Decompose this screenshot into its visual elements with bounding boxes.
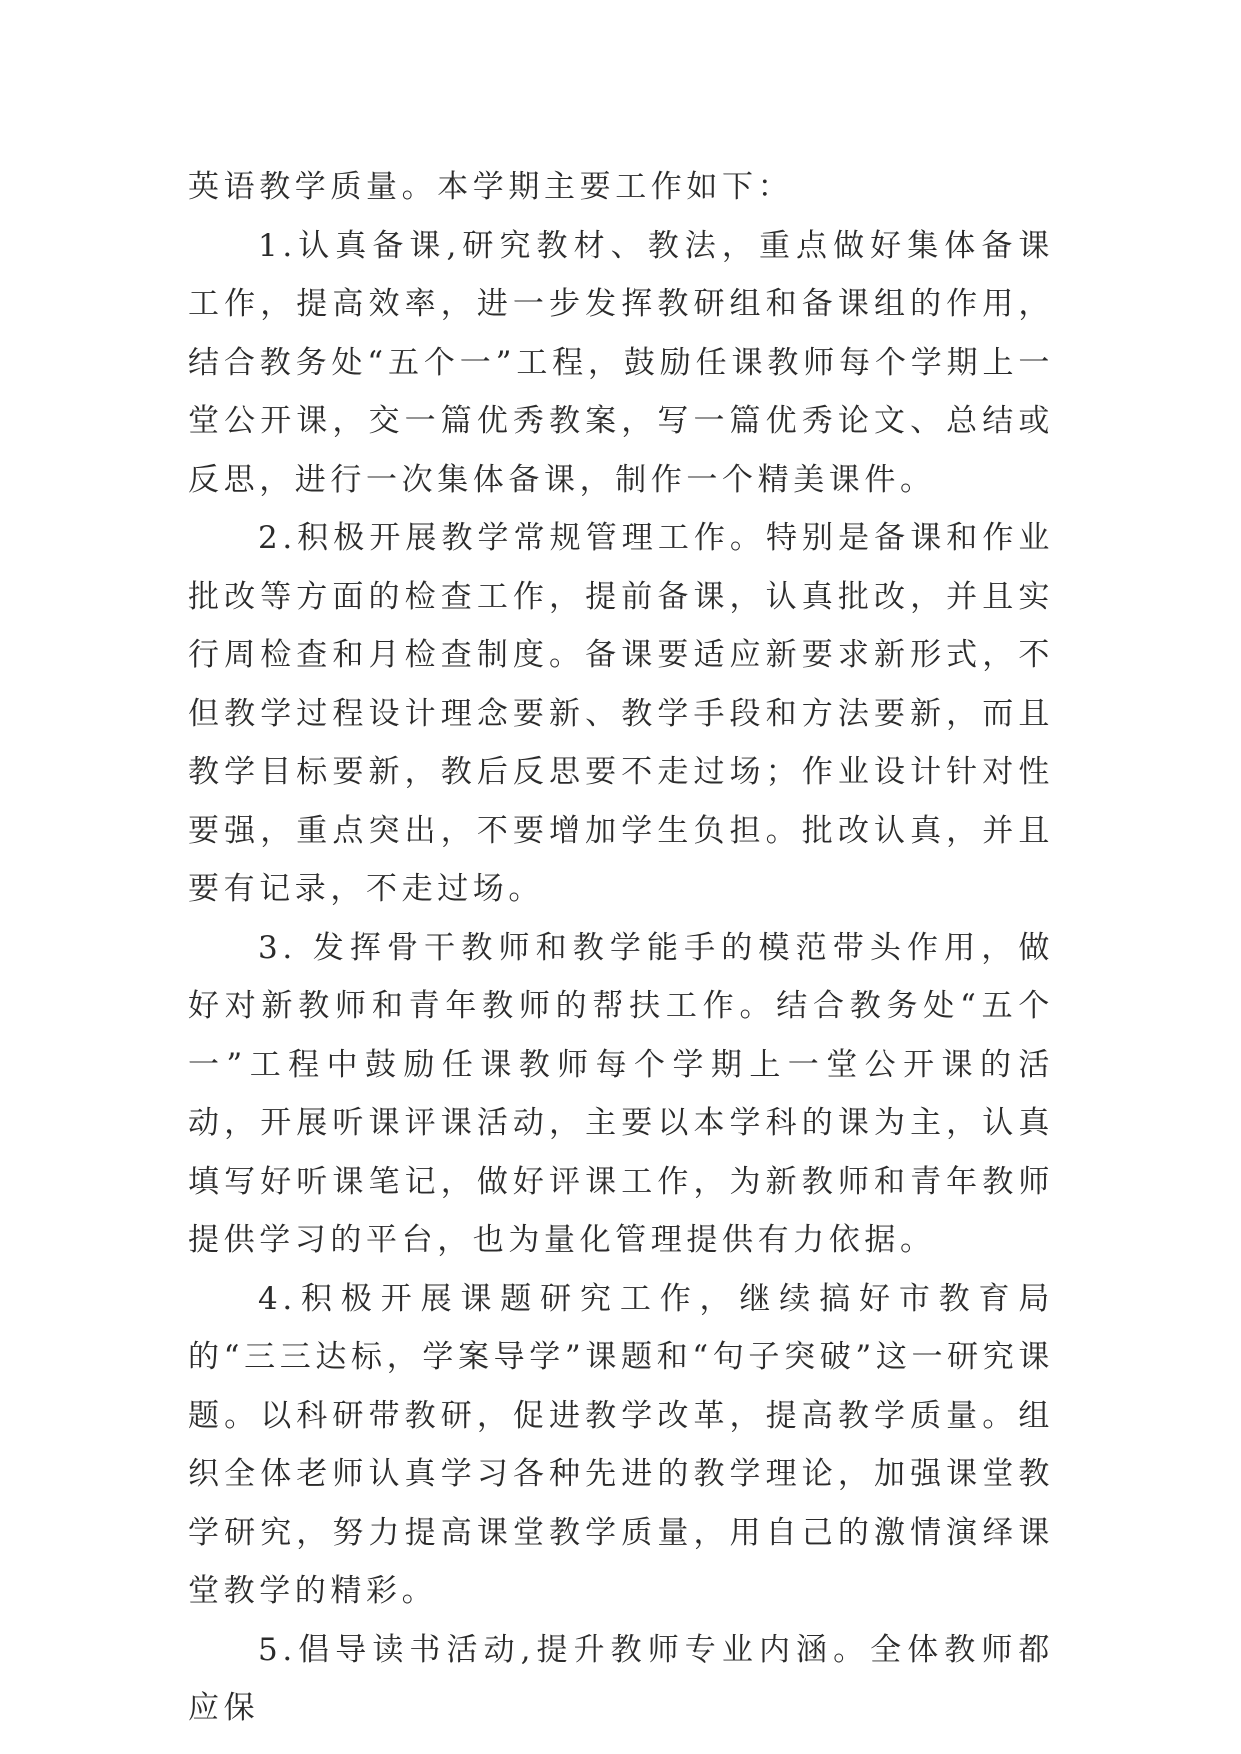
paragraph-item-4: 4.积极开展课题研究工作，继续搞好市教育局的“三三达标，学案导学”课题和“句子突破”这一研究课题。以科研带教研，促进教学改革，提高教学质量。组织全体老师认真学习各种先进的教学理论，加强课堂教学研究，努力提高课堂教学质量，用自己的激情演绎课堂教学的精彩。 [188, 1280, 1054, 1609]
paragraph-intro: 英语教学质量。本学期主要工作如下： [188, 169, 794, 205]
paragraph-item-1: 1.认真备课,研究教材、教法，重点做好集体备课工作，提高效率，进一步发挥教研组和备课组的作用，结合教务处“五个一”工程，鼓励任课教师每个学期上一堂公开课，交一篇优秀教案，写一篇优秀论文、总结或反思，进行一次集体备课，制作一个精美课件。 [188, 227, 1054, 498]
paragraph-item-5: 5.倡导读书活动,提升教师专业内涵。全体教师都应保 [188, 1631, 1054, 1726]
paragraph-item-3: 3. 发挥骨干教师和教学能手的模范带头作用，做好对新教师和青年教师的帮扶工作。结合教务处“五个一”工程中鼓励任课教师每个学期上一堂公开课的活动，开展听课评课活动，主要以本学科的课为主，认真填写好听课笔记，做好评课工作，为新教师和青年教师提供学习的平台，也为量化管理提供有力依据。 [188, 929, 1054, 1258]
document-body [188, 158, 1054, 1738]
paragraph-item-2: 2.积极开展教学常规管理工作。特别是备课和作业批改等方面的检查工作，提前备课，认真批改，并且实行周检查和月检查制度。备课要适应新要求新形式，不但教学过程设计理念要新、教学手段和方法要新，而且教学目标要新，教后反思要不走过场；作业设计针对性要强，重点突出，不要增加学生负担。批改认真，并且要有记录，不走过场。 [188, 520, 1054, 907]
